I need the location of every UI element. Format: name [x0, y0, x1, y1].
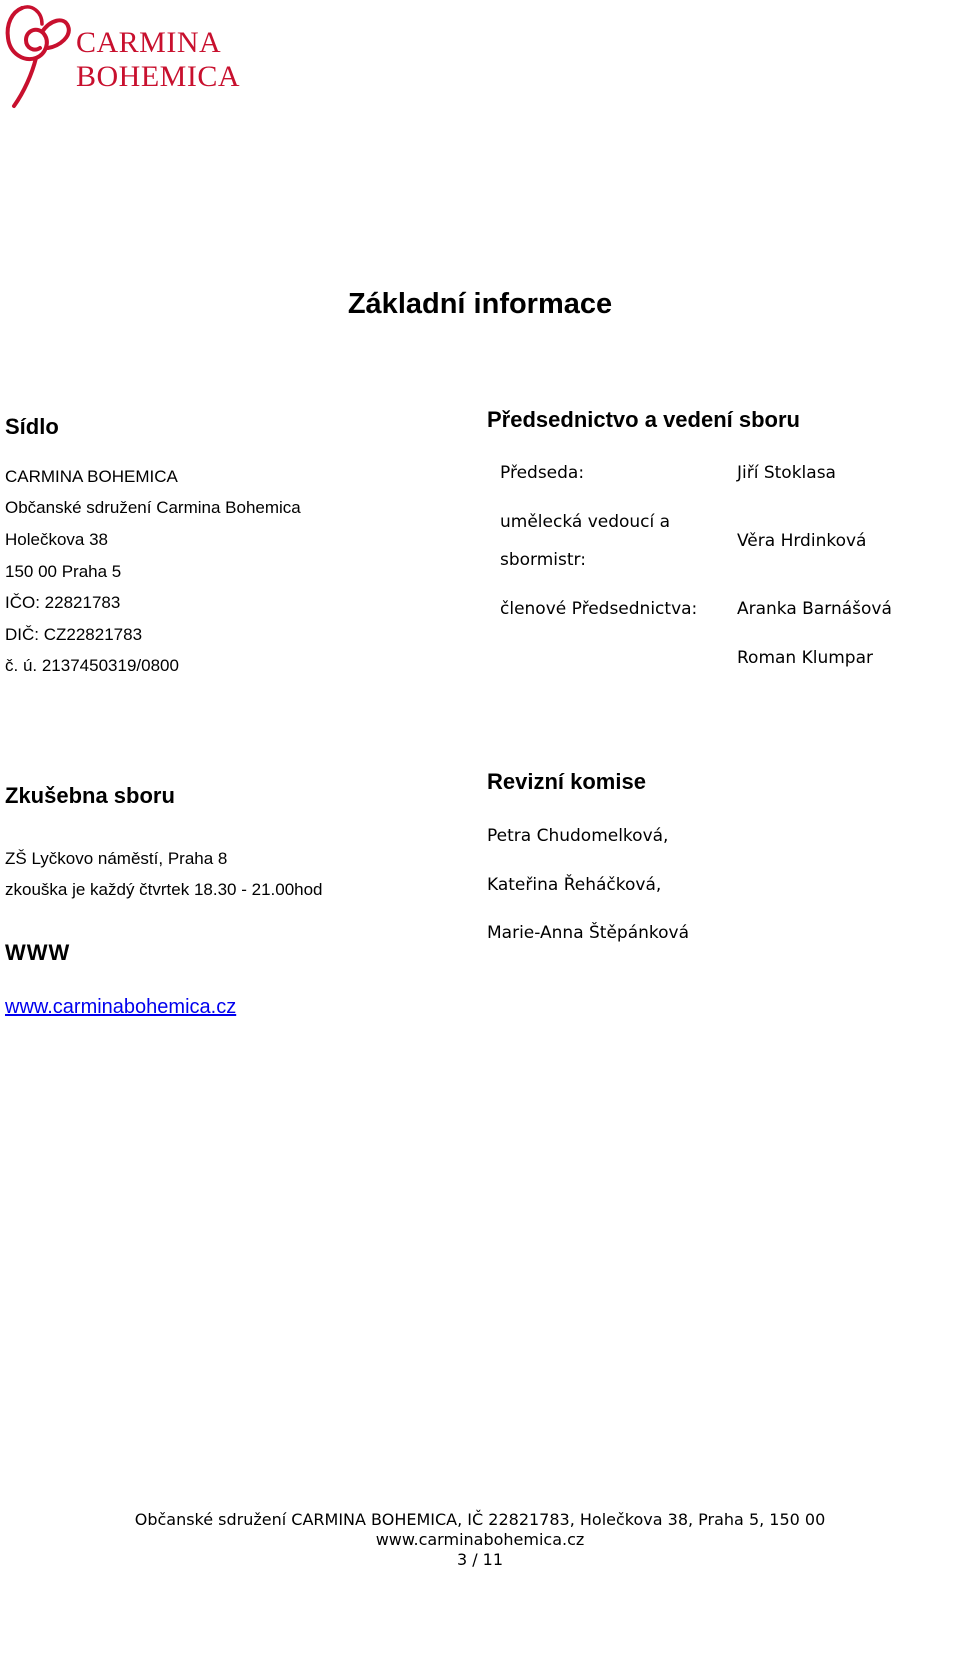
- umelecka-vedouci-value: Věra Hrdinková: [737, 531, 867, 551]
- sidlo-line: DIČ: CZ22821783: [5, 625, 143, 644]
- zkusebna-line: zkouška je každý čtvrtek 18.30 - 21.00hod: [5, 880, 323, 899]
- logo-line1: CARMINA: [76, 26, 222, 59]
- revizni-heading: Revizní komise: [487, 769, 646, 794]
- footer-website: www.carminabohemica.cz: [375, 1530, 585, 1549]
- zkusebna-line: ZŠ Lyčkovo náměstí, Praha 8: [5, 849, 228, 868]
- predseda-value: Jiří Stoklasa: [737, 463, 836, 483]
- clenove-label: členové Předsednictva:: [500, 599, 698, 619]
- sidlo-line: Holečkova 38: [5, 530, 109, 549]
- www-heading: WWW: [5, 940, 71, 965]
- sidlo-heading: Sídlo: [5, 414, 59, 439]
- sidlo-line: 150 00 Praha 5: [5, 562, 122, 581]
- page-number: 3 / 11: [456, 1550, 504, 1569]
- revizni-member: Kateřina Řeháčková,: [487, 875, 662, 895]
- clenove-value: Roman Klumpar: [737, 648, 874, 668]
- page-title: Základní informace: [347, 288, 613, 320]
- sidlo-line: Občanské sdružení Carmina Bohemica: [5, 498, 301, 517]
- umelecka-vedouci-label: umělecká vedoucí a: [500, 512, 671, 532]
- sbormistr-label: sbormistr:: [500, 550, 586, 570]
- predseda-label: Předseda:: [500, 463, 585, 483]
- sidlo-line: IČO: 22821783: [5, 593, 121, 612]
- sidlo-line: č. ú. 2137450319/0800: [5, 656, 179, 675]
- zkusebna-heading: Zkušebna sboru: [5, 783, 175, 808]
- website-link[interactable]: www.carminabohemica.cz: [5, 996, 237, 1018]
- revizni-member: Marie-Anna Štěpánková: [487, 923, 690, 943]
- predsednictvo-heading: Předsednictvo a vedení sboru: [487, 407, 800, 432]
- logo-mark-icon: [2, 2, 72, 110]
- footer-address: Občanské sdružení CARMINA BOHEMICA, IČ 22821783, Holečkova 38, Praha 5, 150 00: [134, 1510, 826, 1529]
- revizni-member: Petra Chudomelková,: [487, 826, 669, 846]
- logo-line2: BOHEMICA: [76, 60, 241, 93]
- carmina-bohemica-logo: [2, 2, 262, 110]
- logo-wordmark: [76, 26, 240, 94]
- sidlo-line: CARMINA BOHEMICA: [5, 467, 178, 486]
- clenove-value: Aranka Barnášová: [737, 599, 892, 619]
